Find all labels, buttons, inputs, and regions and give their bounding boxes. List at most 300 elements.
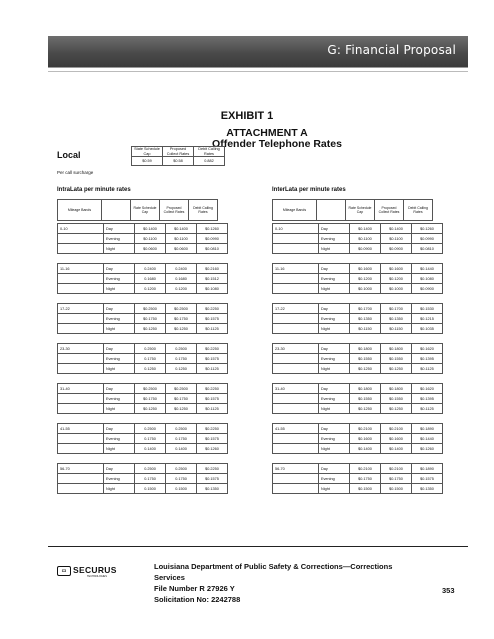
rate-cell: $0.1250 — [135, 324, 166, 334]
period-cell: Evening — [104, 474, 135, 484]
rate-cell: $0.1080 — [197, 284, 228, 294]
table-row — [58, 224, 228, 234]
table-row — [273, 474, 443, 484]
interlata-title: InterLata per minute rates — [272, 187, 346, 193]
interlata-header-cell: Debit Calling Rates — [404, 200, 433, 221]
intralata-band-label: 56-70 — [58, 464, 104, 474]
rate-cell: $0.2500 — [166, 304, 197, 314]
table-row — [273, 484, 443, 494]
footer-line-2: File Number R 27926 Y — [154, 584, 235, 593]
rate-cell: 0.1250 — [135, 364, 166, 374]
rate-cell: $0.0600 — [166, 244, 197, 254]
period-cell: Evening — [104, 314, 135, 324]
intralata-band-label: 23-30 — [58, 344, 104, 354]
rate-cell: $0.1750 — [166, 314, 197, 324]
period-cell: Day — [104, 224, 135, 234]
interlata-header-cell: Proposed Collect Rates — [375, 200, 404, 221]
interlata-band-label: 0-10 — [273, 224, 319, 234]
table-row — [273, 234, 443, 244]
table-row — [58, 234, 228, 244]
rate-cell: $0.2250 — [197, 464, 228, 474]
interlata-band-label: 56-70 — [273, 464, 319, 474]
rate-cell: 0.1750 — [135, 434, 166, 444]
period-cell: Day — [319, 384, 350, 394]
rate-cell: $0.1600 — [350, 264, 381, 274]
table-row — [273, 394, 443, 404]
rate-cell: $0.1350 — [412, 484, 443, 494]
intralata-band-label: 0-10 — [58, 224, 104, 234]
interlata-header-table — [272, 199, 433, 221]
footer-rule — [48, 546, 468, 547]
rate-cell: $0.1400 — [350, 444, 381, 454]
table-row — [58, 264, 228, 274]
period-cell: Night — [319, 484, 350, 494]
period-cell: Night — [319, 404, 350, 414]
rate-cell: $0.1700 — [350, 304, 381, 314]
interlata-band-spacer — [273, 324, 319, 334]
table-row — [58, 244, 228, 254]
interlata-band-spacer — [273, 274, 319, 284]
footer-text — [154, 561, 394, 605]
table-row — [58, 304, 228, 314]
period-cell: Day — [104, 464, 135, 474]
rate-cell: $0.2250 — [197, 344, 228, 354]
period-cell: Day — [319, 224, 350, 234]
period-cell: Day — [104, 424, 135, 434]
period-cell: Day — [319, 464, 350, 474]
rate-cell: 0.1750 — [166, 354, 197, 364]
securus-logo-icon: ▭ — [57, 566, 71, 576]
interlata-band-block — [272, 463, 443, 494]
rate-cell: $0.2100 — [350, 464, 381, 474]
rate-cell: $0.1250 — [350, 364, 381, 374]
intralata-title: IntraLata per minute rates — [57, 187, 131, 193]
period-cell: Night — [104, 244, 135, 254]
rate-cell: $0.1260 — [412, 224, 443, 234]
table-row — [273, 274, 443, 284]
rate-cell: $0.1512 — [197, 274, 228, 284]
intralata-band-spacer — [58, 364, 104, 374]
rate-cell: $0.1575 — [197, 394, 228, 404]
rate-cell: $0.1035 — [412, 324, 443, 334]
table-row — [58, 424, 228, 434]
rate-cell: $0.1750 — [166, 394, 197, 404]
period-cell: Evening — [104, 434, 135, 444]
table-row — [58, 274, 228, 284]
rate-cell: $0.1100 — [381, 234, 412, 244]
rate-cell: $0.1575 — [412, 474, 443, 484]
intralata-band-spacer — [58, 354, 104, 364]
rate-cell: 0.1750 — [135, 474, 166, 484]
intralata-band-spacer — [58, 324, 104, 334]
footer-line-3: Solicitation No: 2242788 — [154, 595, 241, 604]
interlata-band-spacer — [273, 244, 319, 254]
table-row — [58, 364, 228, 374]
rate-cell: $0.1890 — [412, 464, 443, 474]
intralata-band-block — [57, 223, 228, 254]
rate-cell: $0.1800 — [381, 384, 412, 394]
intralata-band-block — [57, 383, 228, 414]
interlata-band-block — [272, 263, 443, 294]
rate-cell: $0.1620 — [412, 384, 443, 394]
local-value-cell: 0.882 — [194, 157, 225, 166]
rate-cell: $0.1250 — [166, 404, 197, 414]
intralata-band-block — [57, 303, 228, 334]
rate-cell: 0.2400 — [135, 264, 166, 274]
rate-cell: 0.2500 — [135, 344, 166, 354]
table-row — [273, 354, 443, 364]
rate-cell: $0.1620 — [412, 344, 443, 354]
intralata-band-spacer — [58, 314, 104, 324]
rate-cell: $0.1400 — [381, 444, 412, 454]
rate-cell: $0.1125 — [197, 404, 228, 414]
rate-cell: $0.2500 — [135, 384, 166, 394]
interlata-band-label: 41-55 — [273, 424, 319, 434]
period-cell: Evening — [104, 394, 135, 404]
securus-logo — [57, 564, 147, 578]
interlata-band-spacer — [273, 444, 319, 454]
rate-cell: $0.1250 — [135, 404, 166, 414]
local-header-cell: Proposed Collect Rates — [163, 147, 194, 157]
intralata-band-label: 41-55 — [58, 424, 104, 434]
banner-title: G: Financial Proposal — [327, 43, 456, 57]
rate-cell: 0.1750 — [166, 434, 197, 444]
interlata-band-spacer — [273, 314, 319, 324]
rate-cell: $0.1260 — [197, 444, 228, 454]
table-row — [58, 394, 228, 404]
local-header-cell: Debit Calling Rates — [194, 147, 225, 157]
rate-cell: $0.1575 — [197, 474, 228, 484]
rate-cell: $0.1500 — [381, 484, 412, 494]
rate-cell: $0.1700 — [381, 304, 412, 314]
rate-cell: $0.1575 — [197, 314, 228, 324]
rate-cell: $0.1400 — [135, 224, 166, 234]
interlata-band-spacer — [273, 474, 319, 484]
banner-rule — [48, 71, 468, 72]
rate-cell: $0.1250 — [166, 324, 197, 334]
logo-text: SECURUS — [73, 565, 117, 575]
intralata-band-label: 31-40 — [58, 384, 104, 394]
intralata-band-spacer — [58, 394, 104, 404]
rate-cell: $0.1890 — [412, 424, 443, 434]
interlata-header-cell — [317, 200, 346, 221]
interlata-band-spacer — [273, 434, 319, 444]
rate-cell: $0.1260 — [197, 224, 228, 234]
intralata-band-spacer — [58, 404, 104, 414]
intralata-band-spacer — [58, 284, 104, 294]
rate-cell: $0.1600 — [381, 434, 412, 444]
table-row — [58, 314, 228, 324]
interlata-band-spacer — [273, 354, 319, 364]
intralata-band-block — [57, 463, 228, 494]
intralata-band-spacer — [58, 474, 104, 484]
rate-cell: $0.1350 — [350, 314, 381, 324]
local-rates-table — [131, 146, 225, 166]
interlata-band-spacer — [273, 484, 319, 494]
intralata-header-cell: Debit Calling Rates — [189, 200, 218, 221]
intralata-band-spacer — [58, 274, 104, 284]
intralata-band-spacer — [58, 434, 104, 444]
rate-cell: $0.1575 — [197, 434, 228, 444]
interlata-band-block — [272, 223, 443, 254]
period-cell: Evening — [319, 234, 350, 244]
table-row — [273, 404, 443, 414]
rate-cell: 0.1500 — [135, 484, 166, 494]
rate-cell: 0.2500 — [166, 344, 197, 354]
intralata-band-block — [57, 423, 228, 454]
section-banner — [48, 36, 468, 67]
period-cell: Evening — [104, 354, 135, 364]
table-row — [58, 344, 228, 354]
rate-cell: $0.1395 — [412, 354, 443, 364]
intralata-band-spacer — [58, 244, 104, 254]
rate-cell: $0.1250 — [381, 364, 412, 374]
table-row — [58, 354, 228, 364]
interlata-band-label: 31-40 — [273, 384, 319, 394]
rate-cell: $0.2100 — [381, 424, 412, 434]
rate-cell: $0.0900 — [381, 244, 412, 254]
period-cell: Night — [319, 284, 350, 294]
table-row — [273, 314, 443, 324]
rate-cell: $0.0990 — [412, 234, 443, 244]
period-cell: Day — [319, 424, 350, 434]
period-cell: Night — [319, 364, 350, 374]
rate-cell: $0.1100 — [350, 234, 381, 244]
rate-cell: $0.1100 — [135, 234, 166, 244]
local-label: Local — [57, 150, 81, 160]
rate-cell: $0.1600 — [381, 264, 412, 274]
table-row — [273, 264, 443, 274]
rate-cell: $0.0990 — [197, 234, 228, 244]
period-cell: Day — [319, 264, 350, 274]
rate-cell: $0.1400 — [350, 224, 381, 234]
rate-cell: $0.1200 — [381, 274, 412, 284]
interlata-header-cell: Mileage Bands — [273, 200, 317, 221]
period-cell: Night — [104, 364, 135, 374]
table-row — [273, 284, 443, 294]
intralata-header-cell — [102, 200, 131, 221]
rate-cell: $0.0810 — [412, 244, 443, 254]
rate-cell: 0.1400 — [135, 444, 166, 454]
interlata-band-spacer — [273, 234, 319, 244]
period-cell: Evening — [319, 434, 350, 444]
rate-cell: $0.2160 — [197, 264, 228, 274]
rate-cell: 0.1680 — [166, 274, 197, 284]
table-row — [58, 464, 228, 474]
rate-cell: $0.1080 — [412, 274, 443, 284]
attachment-title: ATTACHMENT A — [226, 127, 308, 139]
table-row — [58, 284, 228, 294]
surcharge-label: Per call surcharge — [57, 170, 94, 175]
table-row — [273, 424, 443, 434]
exhibit-title: EXHIBIT 1 — [220, 110, 274, 122]
rate-cell: $0.1550 — [381, 354, 412, 364]
rate-cell: $0.2250 — [197, 304, 228, 314]
rate-cell: $0.2250 — [197, 424, 228, 434]
period-cell: Evening — [104, 274, 135, 284]
rate-cell: $0.1600 — [350, 434, 381, 444]
table-row — [58, 324, 228, 334]
table-row — [58, 434, 228, 444]
local-value-cell: $0.59 — [132, 157, 163, 166]
rate-cell: $0.1400 — [381, 224, 412, 234]
intralata-band-spacer — [58, 484, 104, 494]
rate-cell: $0.1215 — [412, 314, 443, 324]
table-row — [273, 434, 443, 444]
rate-cell: $0.1125 — [197, 324, 228, 334]
intralata-band-label: 17-22 — [58, 304, 104, 314]
period-cell: Night — [319, 244, 350, 254]
rate-cell: $0.1250 — [350, 404, 381, 414]
rate-cell: $0.1350 — [381, 314, 412, 324]
intralata-header-table — [57, 199, 218, 221]
rate-cell: $0.1440 — [412, 264, 443, 274]
rate-cell: $0.0600 — [135, 244, 166, 254]
table-row — [273, 384, 443, 394]
period-cell: Night — [319, 324, 350, 334]
rate-cell: $0.1100 — [166, 234, 197, 244]
rate-cell: 0.1200 — [166, 284, 197, 294]
rate-cell: $0.1550 — [350, 354, 381, 364]
table-row — [273, 324, 443, 334]
rate-cell: $0.1440 — [412, 434, 443, 444]
table-row — [273, 224, 443, 234]
interlata-band-label: 17-22 — [273, 304, 319, 314]
rate-cell: $0.1750 — [350, 474, 381, 484]
table-row — [273, 244, 443, 254]
period-cell: Evening — [319, 354, 350, 364]
rate-cell: 0.1400 — [166, 444, 197, 454]
period-cell: Day — [104, 264, 135, 274]
page-number: 353 — [442, 586, 455, 595]
table-row — [58, 444, 228, 454]
interlata-band-spacer — [273, 364, 319, 374]
period-cell: Night — [104, 444, 135, 454]
rate-cell: $0.1150 — [381, 324, 412, 334]
rate-cell: $0.1350 — [197, 484, 228, 494]
period-cell: Night — [104, 404, 135, 414]
rate-cell: 0.2400 — [166, 264, 197, 274]
rate-cell: 0.2500 — [166, 424, 197, 434]
logo-tagline: TECHNOLOGIES — [87, 575, 107, 578]
interlata-band-spacer — [273, 284, 319, 294]
rate-cell: $0.1575 — [197, 354, 228, 364]
rate-cell: $0.1500 — [350, 484, 381, 494]
intralata-band-spacer — [58, 234, 104, 244]
rate-cell: $0.1150 — [350, 324, 381, 334]
rate-cell: 0.1680 — [135, 274, 166, 284]
period-cell: Evening — [319, 274, 350, 284]
interlata-band-label: 23-30 — [273, 344, 319, 354]
footer-line-1: Louisiana Department of Public Safety & Corrections—Corrections Services — [154, 562, 393, 582]
table-row — [58, 484, 228, 494]
interlata-band-block — [272, 343, 443, 374]
table-row — [273, 444, 443, 454]
table-row — [273, 364, 443, 374]
intralata-header-cell: Rate Schedule Cap — [131, 200, 160, 221]
rate-cell: $0.1400 — [166, 224, 197, 234]
table-row — [273, 344, 443, 354]
interlata-band-label: 11-16 — [273, 264, 319, 274]
rate-cell: $0.2500 — [135, 304, 166, 314]
rate-cell: 0.1750 — [166, 474, 197, 484]
period-cell: Night — [104, 484, 135, 494]
rate-cell: $0.1800 — [381, 344, 412, 354]
interlata-band-block — [272, 303, 443, 334]
period-cell: Day — [104, 344, 135, 354]
period-cell: Night — [104, 284, 135, 294]
table-row — [58, 384, 228, 394]
period-cell: Day — [319, 344, 350, 354]
rate-cell: $0.2100 — [381, 464, 412, 474]
rate-cell: $0.1000 — [381, 284, 412, 294]
interlata-band-spacer — [273, 404, 319, 414]
local-value-cell: $0.58 — [163, 157, 194, 166]
period-cell: Night — [319, 444, 350, 454]
rate-cell: 0.2500 — [135, 464, 166, 474]
rate-cell: $0.1800 — [350, 384, 381, 394]
interlata-band-spacer — [273, 394, 319, 404]
intralata-header-cell: Proposed Collect Rates — [160, 200, 189, 221]
rate-cell: $0.2500 — [166, 384, 197, 394]
period-cell: Day — [319, 304, 350, 314]
table-row — [58, 474, 228, 484]
rate-cell: 0.1250 — [166, 364, 197, 374]
rate-cell: $0.1125 — [412, 404, 443, 414]
intralata-header-cell: Mileage Bands — [58, 200, 102, 221]
period-cell: Evening — [319, 394, 350, 404]
rate-cell: $0.0900 — [412, 284, 443, 294]
rate-cell: $0.1750 — [381, 474, 412, 484]
period-cell: Evening — [319, 314, 350, 324]
rate-cell: $0.0900 — [350, 244, 381, 254]
rate-cell: $0.1125 — [412, 364, 443, 374]
rate-cell: $0.1200 — [350, 274, 381, 284]
rate-cell: $0.1750 — [135, 394, 166, 404]
rate-cell: $0.1125 — [197, 364, 228, 374]
rate-cell: $0.1550 — [350, 394, 381, 404]
rate-cell: $0.1750 — [135, 314, 166, 324]
interlata-header-cell: Rate Schedule Cap — [346, 200, 375, 221]
rate-cell: $0.2100 — [350, 424, 381, 434]
intralata-band-spacer — [58, 444, 104, 454]
rate-cell: $0.1000 — [350, 284, 381, 294]
intralata-band-block — [57, 263, 228, 294]
rate-cell: 0.1500 — [166, 484, 197, 494]
period-cell: Evening — [104, 234, 135, 244]
rate-cell: $0.2250 — [197, 384, 228, 394]
rate-cell: $0.1530 — [412, 304, 443, 314]
table-row — [58, 404, 228, 414]
local-header-cell: State Schedule Cap — [132, 147, 163, 157]
rate-cell: $0.1800 — [350, 344, 381, 354]
interlata-band-block — [272, 383, 443, 414]
rate-cell: 0.2500 — [135, 424, 166, 434]
period-cell: Evening — [319, 474, 350, 484]
interlata-band-block — [272, 423, 443, 454]
table-row — [273, 464, 443, 474]
period-cell: Night — [104, 324, 135, 334]
rate-cell: $0.1550 — [381, 394, 412, 404]
rates-title: Offender Telephone Rates — [212, 138, 342, 150]
rate-cell: $0.0810 — [197, 244, 228, 254]
intralata-band-block — [57, 343, 228, 374]
rate-cell: $0.1250 — [381, 404, 412, 414]
rate-cell: $0.1260 — [412, 444, 443, 454]
period-cell: Day — [104, 384, 135, 394]
intralata-band-label: 11-16 — [58, 264, 104, 274]
table-row — [273, 304, 443, 314]
